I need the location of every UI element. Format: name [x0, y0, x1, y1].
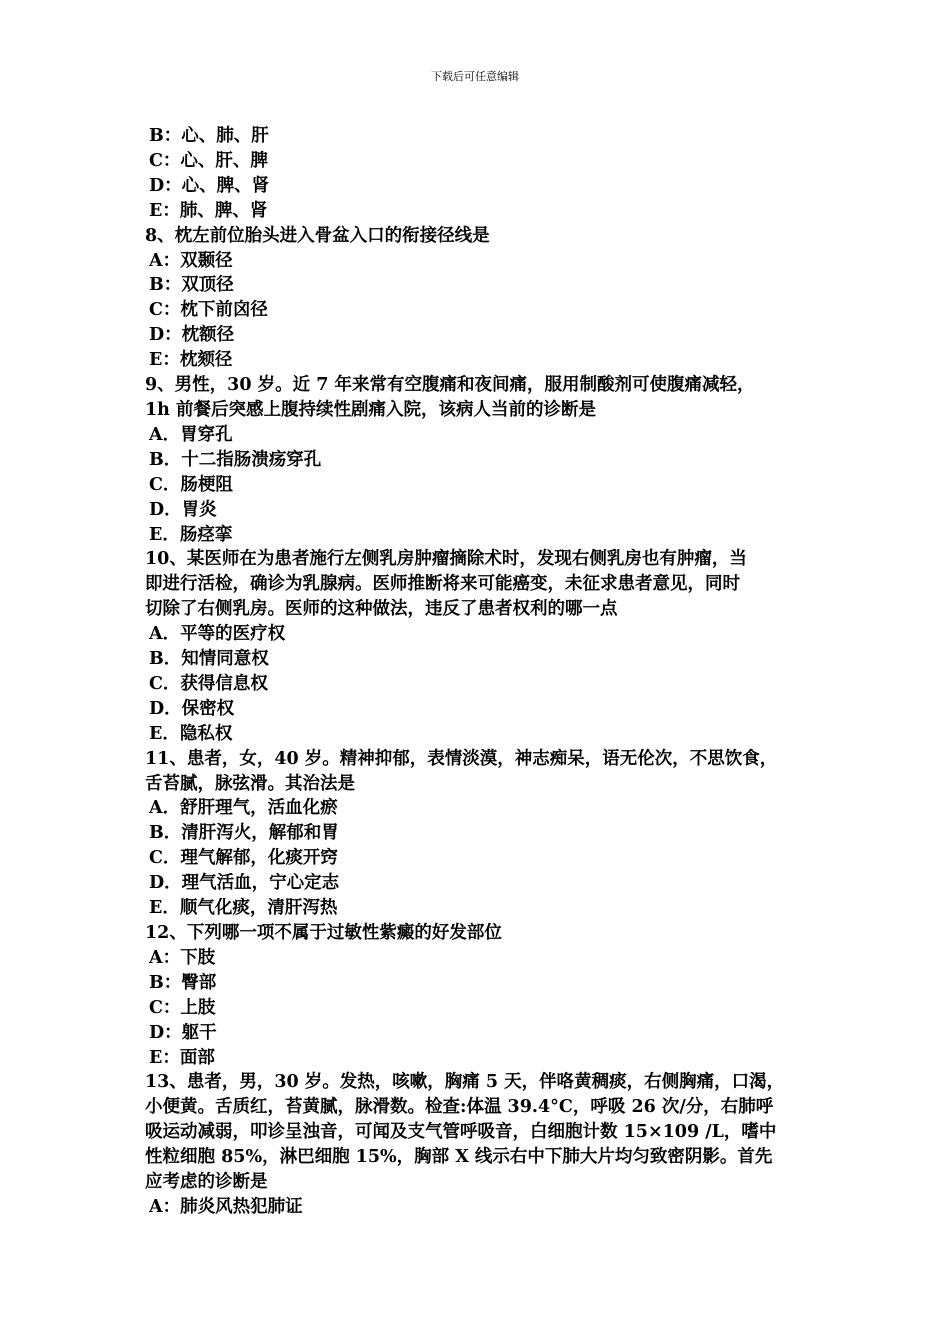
question-line: 9、男性，30 岁。近 7 年来常有空腹痛和夜间痛，服用制酸剂可使腹痛减轻， [145, 375, 755, 396]
question-line: 13、患者，男，30 岁。发热，咳嗽，胸痛 5 天，伴咯黄稠痰，右侧胸痛，口渴， [145, 1072, 785, 1093]
option-line: B：心、肺、肝 [149, 126, 269, 146]
question-line: 12、下列哪一项不属于过敏性紫癜的好发部位 [145, 923, 502, 943]
document-body [145, 124, 825, 1220]
option-line: C．肠梗阻 [149, 474, 233, 495]
option-line: E：面部 [149, 1047, 215, 1068]
question-line: 10、某医师在为患者施行左侧乳房肿瘤摘除术时，发现右侧乳房也有肿瘤，当 [145, 549, 747, 570]
option-line: D．理气活血，宁心定志 [149, 873, 340, 894]
option-line: B．知情同意权 [149, 649, 269, 670]
question-line: 小便黄。舌质红，苔黄腻，脉滑数。检查:体温 39.4°C，呼吸 26 次/分，右肺呼 [145, 1097, 774, 1118]
option-line: A．胃穿孔 [149, 424, 233, 445]
question-line: 切除了右侧乳房。医师的这种做法，违反了患者权利的哪一点 [145, 599, 618, 620]
question-line: 舌苔腻，脉弦滑。其治法是 [145, 773, 355, 794]
question-line: 应考虑的诊断是 [145, 1172, 268, 1193]
option-line: E：枕颏径 [149, 350, 233, 371]
option-line: B．十二指肠溃疡穿孔 [149, 449, 322, 470]
option-line: E：肺、脾、肾 [149, 200, 268, 221]
option-line: C：上肢 [149, 997, 216, 1018]
option-line: C．获得信息权 [149, 673, 268, 694]
option-line: E．隐私权 [149, 723, 233, 744]
option-line: C：枕下前囟径 [149, 300, 268, 321]
option-line: A：双颞径 [149, 250, 233, 271]
option-line: D．胃炎 [149, 499, 217, 520]
question-line: 吸运动减弱，叩诊呈浊音，可闻及支气管呼吸音，白细胞计数 15×109 /L，嗜中 [145, 1122, 777, 1143]
question-line: 即进行活检，确诊为乳腺病。医师推断将来可能癌变，未征求患者意见，同时 [145, 574, 740, 595]
option-line: B．清肝泻火，解郁和胃 [149, 823, 339, 844]
option-line: D．保密权 [149, 698, 235, 719]
option-line: A：下肢 [149, 947, 216, 968]
option-line: B：臀部 [149, 972, 217, 993]
option-line: C．理气解郁，化痰开窍 [149, 848, 338, 869]
option-line: A：肺炎风热犯肺证 [149, 1196, 303, 1217]
option-line: D：躯干 [149, 1022, 217, 1043]
option-line: E．顺气化痰，清肝泻热 [149, 898, 338, 919]
option-line: D：心、脾、肾 [149, 175, 270, 196]
option-line: E．肠痉挛 [149, 524, 233, 545]
question-line: 8、枕左前位胎头进入骨盆入口的衔接径线是 [145, 225, 490, 246]
option-line: A．舒肝理气，活血化瘀 [149, 798, 338, 819]
option-line: D：枕额径 [149, 325, 235, 346]
question-line: 1h 前餐后突感上腹持续性剧痛入院，该病人当前的诊断是 [145, 399, 596, 420]
option-line: C：心、肝、脾 [149, 150, 268, 171]
question-line: 11、患者，女，40 岁。精神抑郁，表情淡漠，神志痴呆，语无伦次，不思饮食， [145, 748, 778, 769]
option-line: B：双顶径 [149, 275, 234, 296]
page-header: 下载后可任意编辑 [431, 70, 519, 83]
option-line: A．平等的医疗权 [149, 624, 286, 645]
question-line: 性粒细胞 85%，淋巴细胞 15%，胸部 X 线示右中下肺大片均匀致密阴影。首先 [145, 1147, 773, 1168]
